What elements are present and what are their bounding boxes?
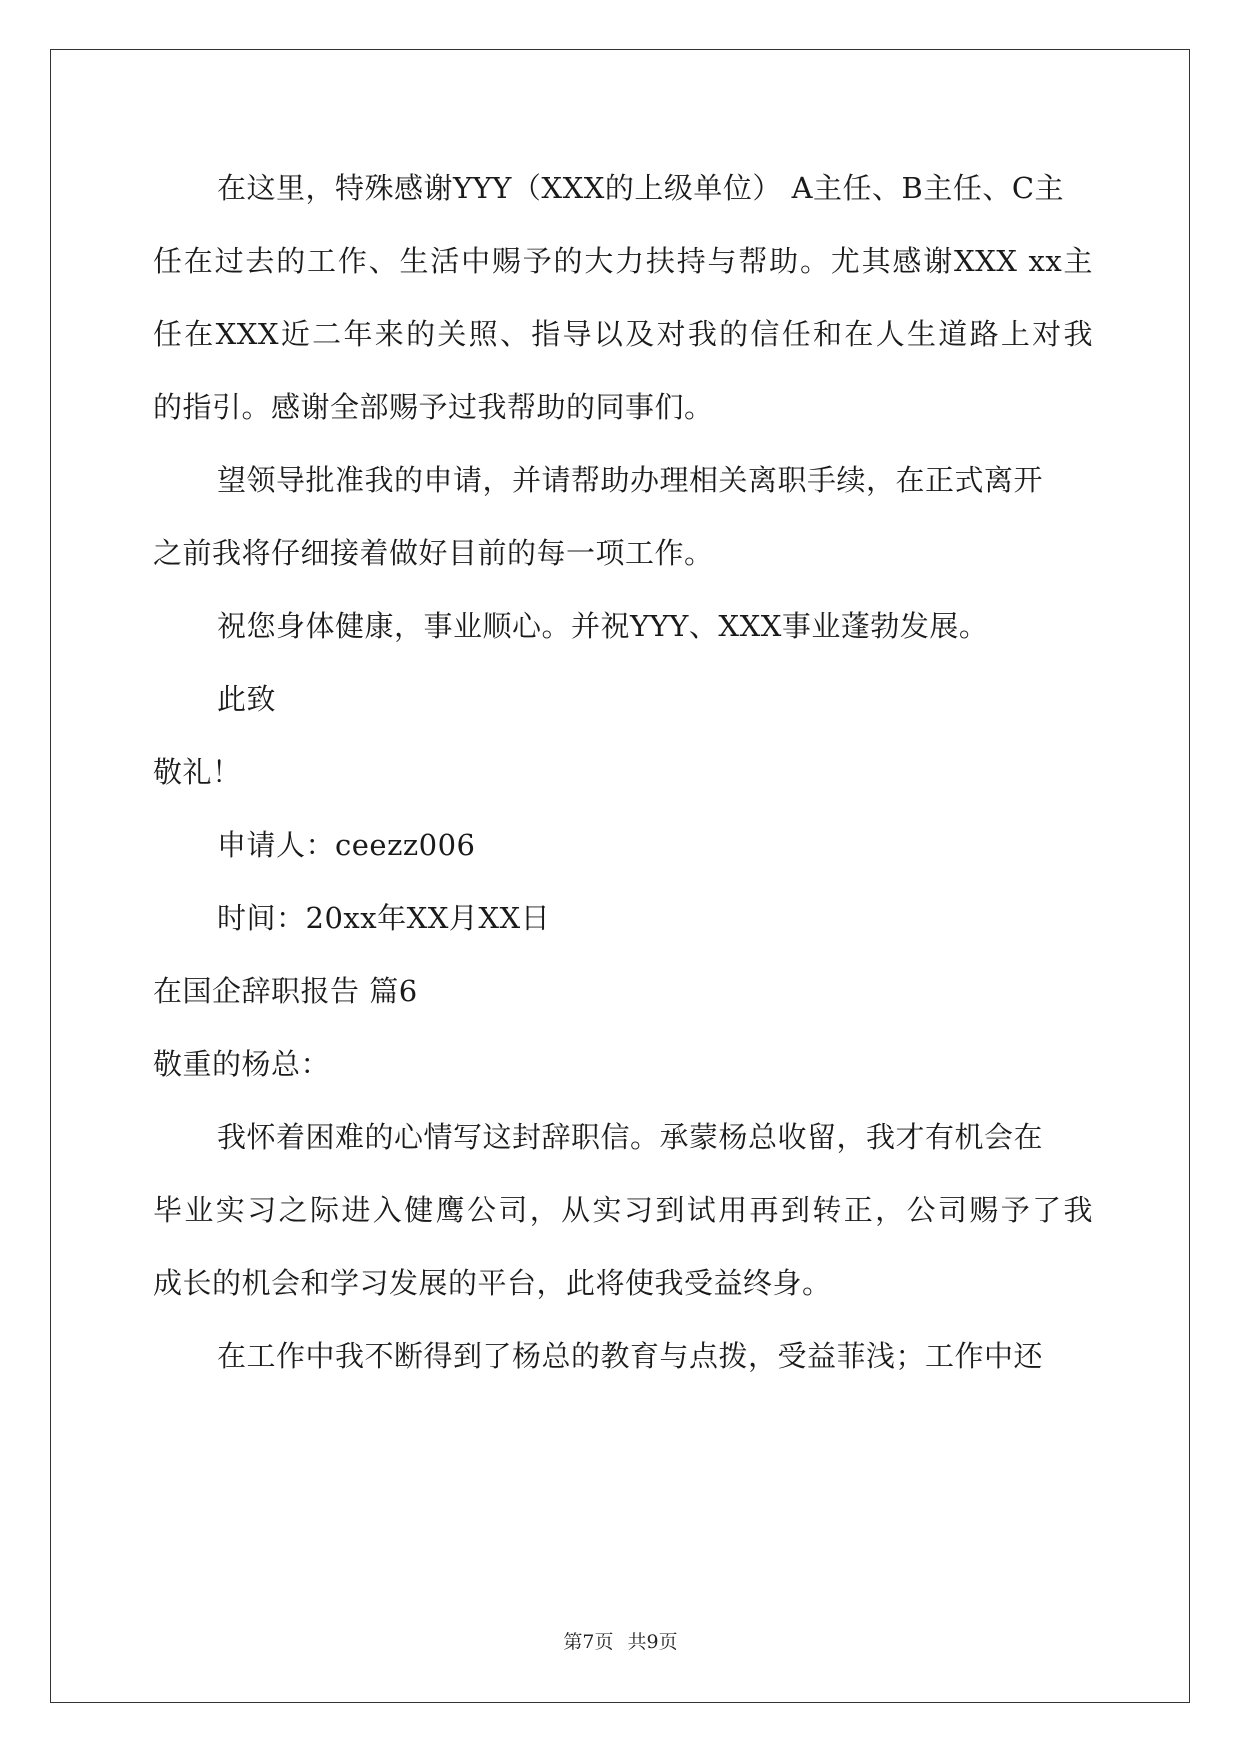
page-number: 第7页 [563,1631,614,1653]
paragraph-line: 的指引。感谢全部赐予过我帮助的同事们。 [153,390,714,424]
paragraph-line: 成长的机会和学习发展的平台，此将使我受益终身。 [153,1266,832,1300]
section-heading: 在国企辞职报告 篇6 [153,974,418,1008]
paragraph-line: 任在XXX近二年来的关照、指导以及对我的信任和在人生道路上对我 [153,317,1093,351]
date-line: 时间：20xx年XX月XX日 [217,901,551,935]
paragraph-line: 我怀着困难的心情写这封辞职信。承蒙杨总收留，我才有机会在 [217,1120,1044,1154]
paragraph-line: 望领导批准我的申请，并请帮助办理相关离职手续，在正式离开 [217,463,1044,497]
paragraph-line: 之前我将仔细接着做好目前的每一项工作。 [153,536,714,570]
closing-regards: 敬礼！ [153,755,242,789]
page-footer [0,1630,1241,1654]
greeting-line: 敬重的杨总： [153,1047,331,1081]
page-border [50,49,1190,1703]
closing-salutation: 此致 [217,682,277,716]
paragraph-line: 任在过去的工作、生活中赐予的大力扶持与帮助。尤其感谢XXX xx主 [153,244,1093,278]
page-total: 共9页 [627,1631,678,1653]
paragraph-line: 在工作中我不断得到了杨总的教育与点拨，受益菲浅；工作中还 [217,1339,1044,1373]
applicant-line: 申请人：ceezz006 [217,828,476,862]
paragraph-line: 在这里，特殊感谢YYY（XXX的上级单位） A主任、B主任、C主 [217,171,1065,205]
paragraph-line: 祝您身体健康，事业顺心。并祝YYY、XXX事业蓬勃发展。 [217,609,989,643]
paragraph-line: 毕业实习之际进入健鹰公司，从实习到试用再到转正，公司赐予了我 [153,1193,1093,1227]
